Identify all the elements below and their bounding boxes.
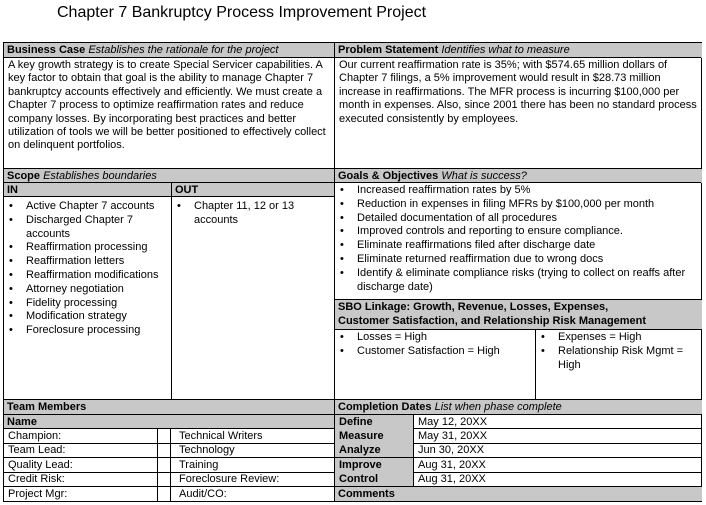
team-divider [157,429,158,501]
scope-out-label: OUT [172,183,334,197]
scope-in-item: • Attorney negotiation [4,283,171,297]
sbo-left-item: • Customer Satisfaction = High [335,345,535,359]
team-header: Team Members [4,400,334,414]
phase-date: May 31, 20XX [418,430,488,442]
team-divider [170,429,171,501]
sbo-left-item: • Losses = High [335,331,535,345]
sbo-heading-line2: Customer Satisfaction, and Relationship Risk Management [338,315,647,327]
sbo-heading-line1: SBO Linkage: Growth, Revenue, Losses, Expenses, [338,301,609,313]
divider [4,168,701,169]
comments-label: Comments [335,487,702,501]
completion-subheading: List when phase complete [434,401,562,413]
sbo-right-item: • Relationship Risk Mgmt = High [536,345,702,373]
problem-statement-subheading: Identifies what to measure [441,44,570,56]
phase-date: Aug 31, 20XX [418,473,486,485]
scope-in-item: • Active Chapter 7 accounts [4,200,171,214]
sbo-right-list [536,331,702,372]
scope-in-item: • Foreclosure processing [4,324,171,338]
problem-statement-header [335,43,702,58]
team-role-left: Team Lead: [8,444,66,456]
scope-out-item: • Chapter 11, 12 or 13 accounts [172,200,332,228]
sbo-header [335,300,702,329]
business-case-subheading: Establishes the rationale for the project [88,44,279,56]
scope-in-item: • Reaffirmation letters [4,255,171,269]
problem-statement-text: Our current reaffirmation rate is 35%; with $574.65 million dollars of Chapter 7 filings, a 5% improvement would result in $28.73 million increase in reaffirmations. The MFR process is incurring $100,000 per month in expenses. Also, since 2001 there has been no standard process executed consistently by employees. [339,59,697,125]
scope-in-item: • Reaffirmation processing [4,241,171,255]
goal-item: • Increased reaffirmation rates by 5% [335,184,702,198]
scope-subheading: Establishes boundaries [43,170,157,182]
divider [334,329,701,330]
team-role-left: Quality Lead: [8,459,73,471]
scope-out-list [172,200,332,228]
goals-list [335,184,702,294]
scope-in-item: • Discharged Chapter 7 accounts [4,214,171,242]
team-role-right: Training [179,459,219,471]
scope-in-label: IN [4,183,171,197]
sbo-right-item: • Expenses = High [536,331,702,345]
team-role-left: Champion: [8,430,62,442]
divider [4,196,334,197]
scope-heading: Scope [7,170,41,182]
divider [4,57,701,58]
divider [334,299,701,300]
goals-subheading: What is success? [441,170,527,182]
completion-header [335,400,702,414]
team-role-right: Audit/CO: [179,488,227,500]
goal-item: • Detailed documentation of all procedures [335,212,702,226]
phase-name: Improve [335,458,413,472]
sbo-left-list [335,331,535,359]
team-role-left: Project Mgr: [8,488,68,500]
goal-item: • Identify & eliminate compliance risks (trying to collect on reaffs after discharge date) [335,267,702,295]
goal-item: • Eliminate returned reaffirmation due to wrong docs [335,253,702,267]
goal-item: • Improved controls and reporting to ensure compliance. [335,225,702,239]
sbo-divider [535,329,536,399]
team-role-left: Credit Risk: [8,473,65,485]
business-case-heading: Business Case [7,44,86,56]
phase-date: Aug 31, 20XX [418,459,486,471]
business-case-text: A key growth strategy is to create Special Servicer capabilities. A key factor to obtain that goal is the ability to manage Chapter 7 bankruptcy accounts effectively and efficiently. We must create a Chapter 7 process to optimize reaffirmation rates and reduce company losses. By incorporating best practices and better utilization of tools we will be better positioned to effectively collect on delinquent portfolios. [8,59,326,152]
team-role-right: Foreclosure Review: [179,473,280,485]
team-role-right: Technology [179,444,235,456]
business-case-header [4,43,334,58]
problem-statement-heading: Problem Statement [338,44,439,56]
phase-date: May 12, 20XX [418,416,488,428]
scope-in-item: • Fidelity processing [4,297,171,311]
team-role-right: Technical Writers [179,430,263,442]
goals-header [335,169,702,183]
phase-date: Jun 30, 20XX [418,444,485,456]
scope-in-list [4,200,171,338]
scope-in-item: • Reaffirmation modifications [4,269,171,283]
phase-name: Analyze [335,443,413,457]
goal-item: • Eliminate reaffirmations filed after discharge date [335,239,702,253]
team-name-label: Name [4,415,334,429]
completion-heading: Completion Dates [338,401,432,413]
divider [4,399,701,400]
phase-name: Define [335,415,413,429]
divider [4,182,701,183]
phase-name: Measure [335,429,413,443]
page-title: Chapter 7 Bankruptcy Process Improvement Project [57,4,427,21]
phase-name: Control [335,472,413,486]
scope-in-item: • Modification strategy [4,310,171,324]
goal-item: • Reduction in expenses in filing MFRs by $100,000 per month [335,198,702,212]
scope-divider [171,182,172,399]
scope-header [4,169,334,183]
project-charter-table [3,42,702,502]
goals-heading: Goals & Objectives [338,170,439,182]
